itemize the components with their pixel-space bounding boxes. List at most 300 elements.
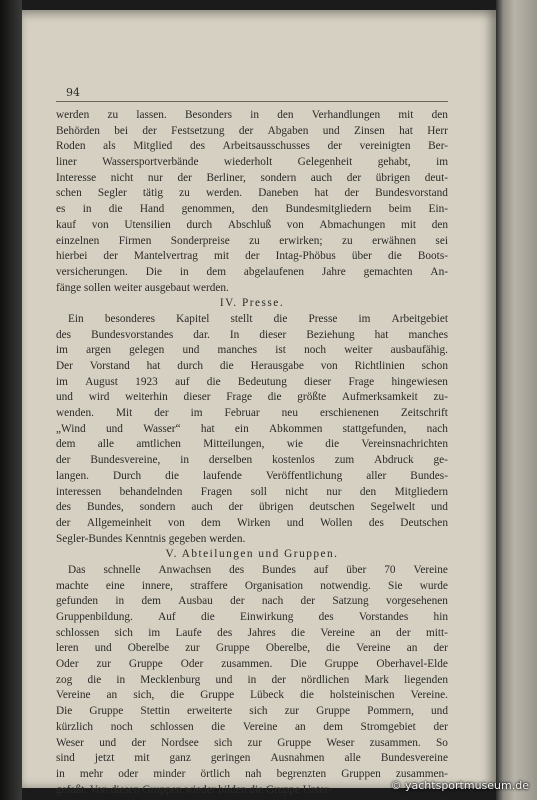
word: 1923: [135, 375, 158, 388]
text-line: [56, 171, 448, 187]
text-line: [56, 406, 448, 422]
word: von: [320, 360, 338, 372]
word: der: [245, 250, 260, 263]
word: zusammen.: [369, 736, 421, 749]
word: Abkommen: [269, 422, 323, 435]
word: Vorstandes: [358, 611, 409, 623]
word: Gruppen: [341, 767, 381, 780]
word: der: [177, 171, 192, 184]
word: Bundesvereine,: [90, 454, 161, 467]
word: des: [229, 563, 245, 576]
word: Gruppe: [316, 705, 351, 718]
word: gehabt,: [377, 156, 411, 169]
word: nah: [245, 767, 262, 780]
word: der: [228, 501, 244, 514]
word: Sonderpreise: [170, 234, 230, 247]
word: machte: [56, 579, 89, 592]
word: Mitgliedern: [394, 485, 448, 498]
word: des: [56, 328, 72, 341]
word: Bedeutung: [237, 375, 287, 388]
word: Gruppenbildung.: [56, 611, 133, 623]
word: zur: [284, 705, 300, 718]
word: Unter-: [302, 783, 332, 796]
word: Gruppe: [266, 783, 303, 796]
word: die: [326, 642, 340, 655]
word: in: [56, 767, 65, 780]
text-line: [56, 469, 448, 485]
word: Oder: [180, 658, 204, 671]
word: den: [277, 109, 294, 121]
word: hingewiesen: [391, 375, 448, 388]
word: größte: [297, 391, 327, 404]
word: bei: [114, 124, 129, 137]
word: Bundes,: [86, 501, 124, 514]
word: laufende: [202, 469, 242, 482]
word: Die: [145, 265, 163, 278]
word: Stromgebiet: [360, 720, 416, 733]
text-line: [56, 453, 448, 469]
word: alle: [344, 752, 361, 765]
word: werden.: [192, 281, 229, 294]
word: von: [91, 218, 109, 231]
word: nicht: [285, 485, 308, 498]
word: Die: [290, 658, 307, 671]
word: Auf: [158, 611, 176, 623]
word: Allgemeinheit: [86, 516, 152, 529]
word: und: [430, 501, 448, 514]
word: noch: [110, 720, 133, 733]
word: werden: [56, 109, 90, 121]
word: innere,: [141, 579, 173, 592]
text-line: [56, 218, 448, 234]
word: Oder: [56, 658, 79, 671]
word: ein: [234, 422, 249, 435]
text-line: [56, 155, 448, 171]
word: auf: [175, 375, 190, 388]
word: An-: [430, 265, 448, 278]
word: stellt: [230, 312, 253, 325]
word: Beziehung: [306, 328, 355, 341]
word: Gruppe: [324, 658, 359, 671]
word: der: [238, 124, 254, 137]
word: dem: [141, 595, 161, 608]
word: Weser: [56, 736, 84, 749]
word: Segler: [97, 187, 127, 200]
word: Gruppe: [89, 705, 124, 718]
word: mitt-: [425, 626, 448, 639]
word: Jahres: [247, 626, 276, 639]
word: im: [358, 312, 371, 325]
text-line: [56, 312, 448, 328]
word: zur: [96, 658, 111, 671]
word: aller: [366, 469, 387, 482]
word: die: [249, 783, 267, 796]
word: des: [368, 516, 384, 529]
word: Mecklenburg: [140, 673, 201, 686]
word: gelegen: [129, 344, 165, 357]
word: hat: [374, 328, 389, 341]
word: wird: [88, 391, 110, 404]
word: Utensilien: [124, 218, 171, 231]
word: Wirken: [236, 516, 271, 529]
word: dar.: [193, 328, 210, 341]
word: auch: [310, 171, 333, 184]
word: Ein-: [428, 203, 448, 216]
word: sondern: [139, 501, 176, 514]
word: Von: [89, 783, 111, 796]
word: örtlich: [200, 767, 231, 780]
word: der: [271, 673, 286, 686]
word: notwendig.: [320, 579, 371, 592]
word: des: [318, 611, 334, 623]
word: dieser: [304, 375, 332, 388]
word: zu-: [433, 391, 448, 404]
word: derselben: [208, 454, 253, 467]
word: weiterhin: [125, 391, 168, 404]
word: zum: [334, 454, 355, 467]
word: jetzt: [94, 752, 115, 765]
text-line: [56, 108, 448, 124]
word: Interesse: [56, 171, 97, 184]
word: hat: [146, 360, 161, 372]
text-line: [56, 720, 448, 736]
word: geringen: [210, 752, 251, 765]
word: Veröffentlichung: [265, 469, 343, 482]
word: amtlichen: [136, 438, 181, 451]
word: Oberelbe,: [265, 642, 311, 655]
word: Intag-Phöbus: [275, 250, 336, 263]
word: liner: [56, 156, 77, 169]
word: Arbeitsausschusses: [222, 140, 310, 153]
word: deut-: [424, 171, 448, 184]
word: eine: [105, 579, 125, 592]
word: August: [85, 375, 118, 388]
word: des: [217, 626, 233, 639]
word: mehr: [79, 767, 104, 780]
word: dem: [56, 438, 76, 451]
word: Sie: [388, 579, 403, 592]
word: gemachten: [363, 265, 413, 278]
word: Aufmerksamkeit: [341, 391, 418, 404]
word: Ein: [68, 312, 84, 325]
text-line: [56, 641, 448, 657]
word: Abgaben: [267, 124, 309, 137]
word: wieder: [184, 783, 219, 796]
word: Mantelvertrag: [133, 250, 198, 263]
word: Mit: [115, 407, 133, 420]
word: Lübeck: [250, 689, 285, 702]
word: Anwachsen: [158, 563, 212, 576]
word: zur: [247, 736, 262, 749]
text-line: [56, 186, 448, 202]
word: Firmen: [118, 234, 152, 247]
text-line: [56, 516, 448, 532]
word: schlossen: [150, 720, 194, 733]
word: dem: [201, 516, 221, 529]
word: sei: [435, 234, 448, 247]
word: zu: [107, 109, 119, 121]
text-line: [56, 751, 448, 767]
word: weiter: [113, 281, 145, 294]
text-line: [56, 234, 448, 250]
word: der: [56, 454, 71, 467]
text-line: [56, 594, 448, 610]
word: des: [189, 140, 206, 153]
word: in: [247, 673, 257, 686]
word: Oberelbe: [127, 642, 170, 655]
word: Fragen: [200, 485, 233, 498]
word: Februar: [224, 407, 260, 420]
word: werden.: [209, 532, 246, 545]
word: und: [215, 673, 233, 686]
word: und: [322, 124, 340, 137]
word: der: [300, 595, 315, 608]
word: die: [200, 611, 215, 623]
word: Vereine: [413, 563, 448, 576]
word: „Wind: [56, 422, 86, 435]
text-line: [56, 422, 448, 438]
word: in: [116, 673, 126, 686]
word: langen.: [56, 469, 89, 482]
word: gegeben: [168, 532, 210, 545]
word: Gruppe: [200, 689, 235, 702]
word: ist: [275, 344, 286, 357]
word: an: [406, 642, 418, 655]
word: den: [431, 109, 448, 121]
word: an: [106, 689, 118, 702]
word: und: [431, 705, 448, 718]
word: Einwirkung: [240, 611, 294, 623]
word: mit: [213, 250, 230, 263]
text-line: [56, 139, 448, 155]
word: der: [327, 140, 342, 153]
word: des: [56, 501, 72, 514]
word: kauf: [56, 218, 77, 231]
section-heading: V. Abteilungen und Gruppen.: [165, 548, 339, 561]
word: Abdruck: [374, 454, 414, 467]
word: vorgesehenen: [386, 595, 448, 608]
text-line: [56, 500, 448, 516]
word: Boots-: [417, 250, 448, 263]
word: im: [190, 407, 203, 420]
word: Nordsee: [161, 736, 199, 749]
word: deutschen: [309, 501, 355, 514]
text-line: [56, 437, 448, 453]
word: hierbei: [56, 250, 88, 263]
word: Presse: [308, 312, 338, 325]
word: Frage: [226, 391, 252, 404]
text-line: [56, 124, 448, 140]
word: erwähnen: [372, 234, 416, 247]
word: Festsetzung: [171, 124, 225, 137]
text-line: [56, 485, 448, 501]
word: begrenzten: [276, 767, 327, 780]
word: Vereine.: [410, 689, 448, 702]
word: Zinsen: [353, 124, 385, 137]
text-line: [56, 202, 448, 218]
word: dem: [323, 720, 343, 733]
word: sich,: [133, 689, 155, 702]
word: Mitglied: [133, 140, 173, 153]
word: erschienenen: [319, 407, 379, 420]
word: Stettin: [140, 705, 170, 718]
text-line: [56, 626, 448, 642]
word: Ausbau: [178, 595, 213, 608]
word: zu: [179, 187, 190, 200]
text-line: [56, 736, 448, 752]
word: in: [82, 203, 92, 216]
text-line: [56, 783, 448, 799]
word: alle: [97, 438, 115, 451]
word: liegenden: [404, 673, 448, 686]
word: der: [103, 250, 118, 263]
word: Jahre: [321, 265, 346, 278]
word: Richtlinien: [354, 360, 405, 372]
word: im: [56, 375, 68, 388]
word: schen: [56, 187, 82, 200]
word: in: [180, 454, 190, 467]
word: behandelnden: [119, 485, 183, 498]
word: Berliner,: [206, 171, 246, 184]
word: und: [99, 736, 117, 749]
word: über: [346, 563, 367, 576]
word: Abschluß: [227, 218, 272, 231]
word: Abmachungen: [319, 218, 386, 231]
word: hat: [314, 187, 329, 200]
section-heading: IV. Presse.: [219, 297, 285, 310]
word: diesen: [110, 783, 143, 796]
text-line: [56, 390, 448, 406]
word: vereinigten: [359, 140, 411, 153]
word: straffere: [190, 579, 228, 592]
word: Mark: [364, 673, 389, 686]
word: Bundesvorstand: [375, 187, 448, 200]
word: 70: [384, 563, 396, 576]
word: hin: [433, 611, 448, 623]
word: und: [56, 391, 73, 404]
word: die: [273, 312, 288, 325]
word: Hand: [139, 203, 165, 216]
word: Der: [56, 360, 73, 372]
word: minder: [153, 767, 186, 780]
text-line: [56, 328, 448, 344]
word: Arbeitgebiet: [391, 312, 448, 325]
word: nur: [326, 485, 342, 498]
word: zog: [56, 673, 73, 686]
word: in: [115, 595, 125, 608]
word: interessen: [56, 485, 102, 498]
word: Deutschen: [400, 516, 448, 529]
word: Herr: [427, 124, 448, 137]
watermark: © yachtsportmuseum.de: [390, 779, 529, 792]
word: Wollen: [320, 516, 353, 529]
word: hat: [200, 422, 215, 435]
word: an: [370, 626, 381, 639]
word: ge-: [433, 454, 448, 467]
word: über: [351, 250, 372, 263]
word: Segler-Bundes: [56, 532, 126, 545]
word: dieser: [259, 328, 287, 341]
word: im: [56, 344, 68, 357]
word: mit: [134, 752, 150, 765]
word: an: [295, 720, 306, 733]
word: der: [344, 187, 359, 200]
word: Verhandlungen: [311, 109, 381, 121]
word: sich: [214, 736, 233, 749]
word: Organisation: [244, 579, 304, 592]
word: Vereine: [242, 720, 278, 733]
word: manches: [217, 344, 258, 357]
word: werden.: [206, 187, 243, 200]
word: es: [56, 203, 66, 216]
word: die: [291, 626, 305, 639]
word: und: [105, 422, 123, 435]
word: besonderes: [104, 312, 156, 325]
word: bilden: [218, 783, 250, 796]
word: Besonders: [184, 109, 233, 121]
text-line: [56, 610, 448, 626]
word: von: [286, 218, 304, 231]
word: gefunden: [56, 595, 99, 608]
word: In: [229, 328, 240, 341]
text-line: [56, 281, 448, 297]
word: übrigen: [258, 501, 294, 514]
word: erweiterte: [187, 705, 233, 718]
word: Zeitschrift: [400, 407, 448, 420]
word: neu: [281, 407, 298, 420]
word: Vereine: [56, 689, 91, 702]
word: zusammen-: [395, 767, 448, 780]
word: die: [87, 673, 102, 686]
word: der: [346, 171, 362, 184]
word: nur: [147, 171, 163, 184]
body-text: [56, 108, 448, 798]
word: in: [250, 109, 260, 121]
word: zur: [185, 642, 200, 655]
word: wurde: [419, 579, 448, 592]
word: Die: [56, 705, 73, 718]
word: von: [167, 516, 185, 529]
word: Gruppe: [277, 736, 312, 749]
page-edge-shadow: [496, 0, 537, 800]
word: Bundesvorstandes: [91, 328, 174, 341]
word: tätig: [142, 187, 164, 200]
word: gefaßt.: [56, 783, 90, 796]
word: weiter: [344, 344, 373, 357]
word: Mitteilungen,: [203, 438, 265, 451]
word: Ausnahmen: [270, 752, 325, 765]
word: argen: [86, 344, 111, 357]
word: schon: [421, 360, 448, 372]
word: zu: [341, 234, 353, 247]
word: schlossen: [56, 626, 100, 639]
word: sind: [56, 752, 75, 765]
word: auf: [313, 563, 329, 576]
text-line: [56, 673, 448, 689]
text-line: [56, 343, 448, 359]
word: mit: [400, 218, 417, 231]
word: Gruppe: [128, 658, 163, 671]
word: zusammen.: [221, 658, 273, 671]
word: die: [300, 689, 314, 702]
word: sollen: [83, 281, 114, 294]
word: Wasser“: [143, 422, 181, 435]
word: dem: [206, 265, 226, 278]
word: wie: [286, 438, 303, 451]
word: hat: [399, 124, 413, 137]
word: die: [170, 689, 185, 702]
word: sich: [249, 705, 268, 718]
